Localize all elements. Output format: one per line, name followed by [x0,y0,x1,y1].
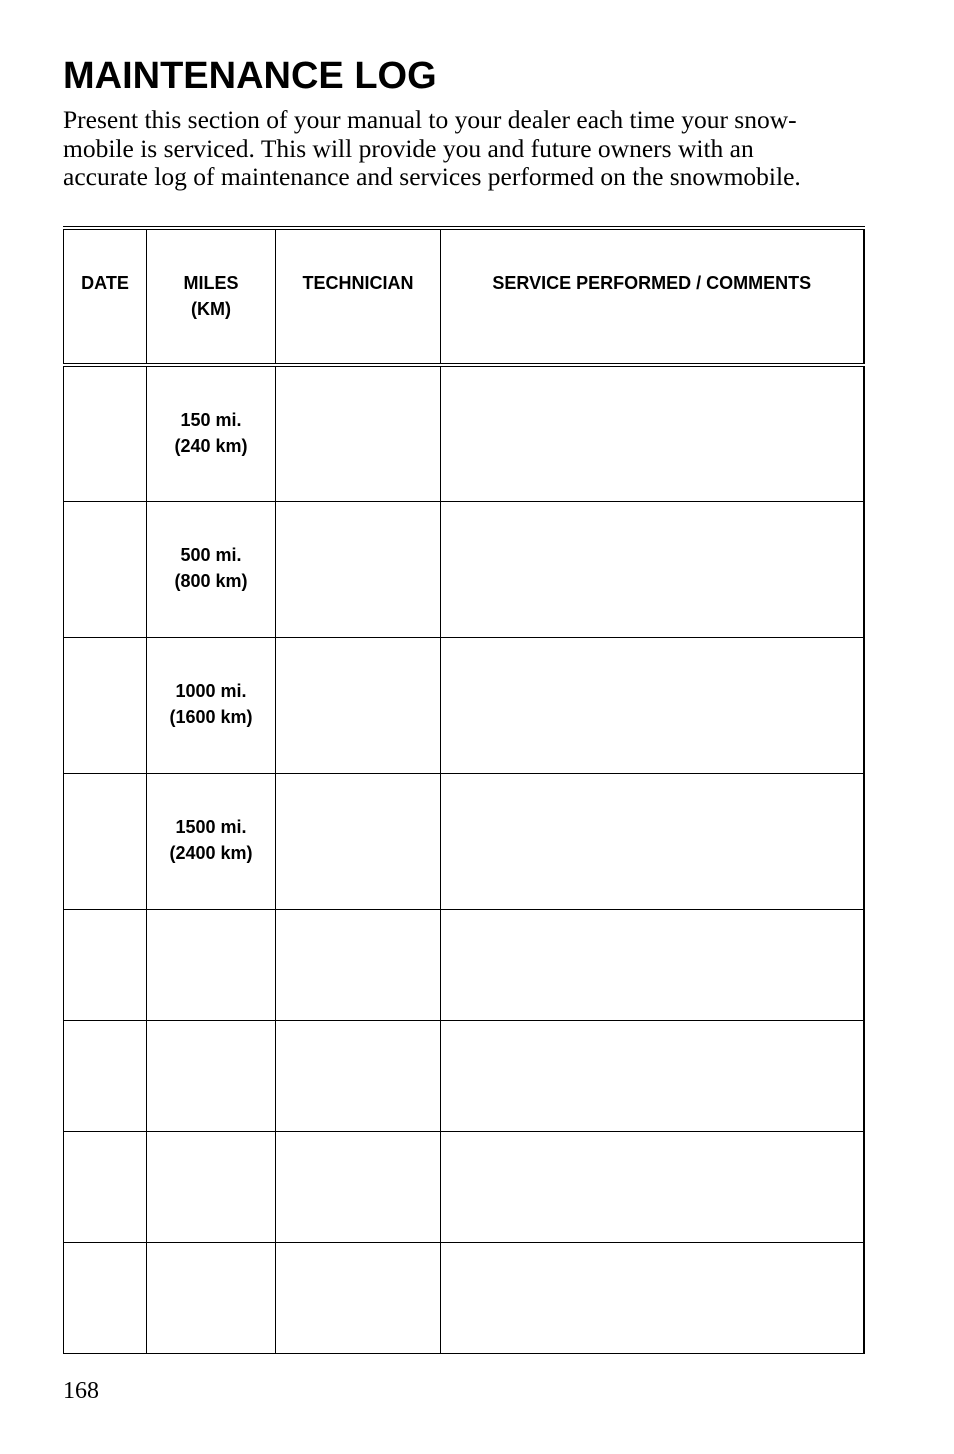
date-cell[interactable] [64,637,147,773]
km-value: (1600 km) [169,706,253,727]
service-cell[interactable] [441,637,864,773]
table-row [64,1242,864,1353]
page-number: 168 [63,1378,99,1404]
miles-value: 150 mi. [180,410,242,430]
technician-cell[interactable] [276,501,441,637]
service-cell[interactable] [441,1131,864,1242]
technician-cell[interactable] [276,365,441,501]
header-service: SERVICE PERFORMED / COMMENTS [441,228,864,365]
intro-line: accurate log of maintenance and services performed on the snowmobile. [63,162,801,191]
technician-cell[interactable] [276,909,441,1020]
header-date: DATE [64,228,147,365]
service-cell[interactable] [441,1020,864,1131]
table-row [64,909,864,1020]
intro-line: Present this section of your manual to your dealer each time your snow- [63,105,797,134]
miles-value: 500 mi. [180,544,242,565]
miles-cell [147,773,276,909]
miles-cell [147,365,276,501]
header-miles [147,228,276,365]
date-cell[interactable] [64,501,147,637]
date-cell[interactable] [64,1020,147,1131]
date-cell[interactable] [64,365,147,501]
km-value: (2400 km) [169,842,253,863]
miles-cell[interactable] [147,1020,276,1131]
service-cell[interactable] [441,501,864,637]
miles-cell[interactable] [147,1242,276,1353]
table-row [64,1020,864,1131]
table-row [64,1131,864,1242]
service-cell[interactable] [441,773,864,909]
km-value: (240 km) [174,436,248,456]
technician-cell[interactable] [276,773,441,909]
technician-cell[interactable] [276,1020,441,1131]
km-value: (800 km) [174,570,248,591]
header-km-label: (KM) [191,299,231,319]
service-cell[interactable] [441,1242,864,1353]
miles-cell [147,637,276,773]
service-cell[interactable] [441,365,864,501]
header-technician: TECHNICIAN [276,228,441,365]
miles-cell[interactable] [147,1131,276,1242]
miles-value: 1000 mi. [175,680,247,701]
service-cell[interactable] [441,909,864,1020]
technician-cell[interactable] [276,637,441,773]
table-row [64,773,864,909]
miles-value: 1500 mi. [175,816,247,837]
page-title: MAINTENANCE LOG [63,55,437,97]
date-cell[interactable] [64,773,147,909]
date-cell[interactable] [64,1242,147,1353]
date-cell[interactable] [64,1131,147,1242]
header-row [64,228,864,365]
miles-cell[interactable] [147,909,276,1020]
table-row [64,501,864,637]
miles-cell [147,501,276,637]
technician-cell[interactable] [276,1242,441,1353]
table-row [64,365,864,501]
technician-cell[interactable] [276,1131,441,1242]
header-miles-label: MILES [183,273,239,293]
table-row [64,637,864,773]
intro-line: mobile is serviced. This will provide you and future owners with an [63,133,754,163]
intro-paragraph [63,106,863,192]
date-cell[interactable] [64,909,147,1020]
maintenance-log-table [63,226,865,1354]
